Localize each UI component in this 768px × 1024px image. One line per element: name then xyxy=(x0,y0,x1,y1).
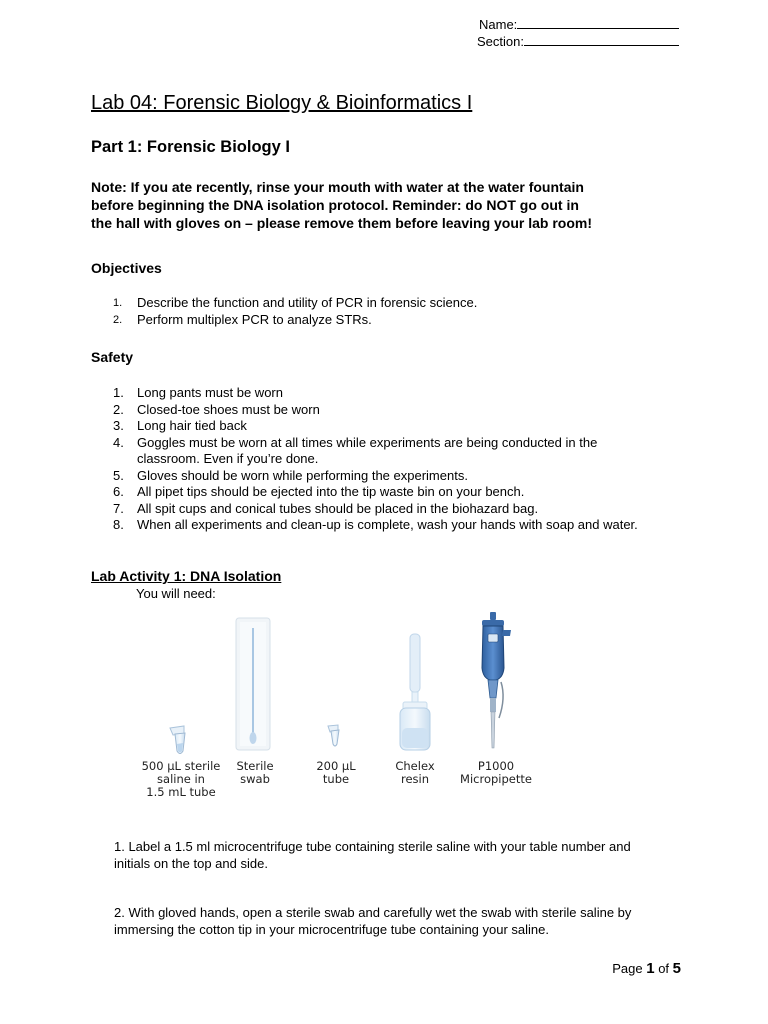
safety-list xyxy=(91,385,638,534)
list-number: 2. xyxy=(113,401,124,417)
section-field xyxy=(477,33,679,50)
current-page: 1 xyxy=(646,960,655,977)
list-text: All pipet tips should be ejected into the tip waste bin on your bench. xyxy=(137,484,525,499)
section-label: Section: xyxy=(477,34,524,49)
list-item xyxy=(91,312,477,329)
protocol-step xyxy=(114,905,684,938)
note-line: before beginning the DNA isolation protocol. Reminder: do NOT go out in xyxy=(91,197,579,213)
activity-heading: Lab Activity 1: DNA Isolation xyxy=(91,568,282,584)
list-item xyxy=(91,517,638,534)
of-word: of xyxy=(658,961,670,976)
part-title: Part 1: Forensic Biology I xyxy=(91,138,290,156)
caption-line: Chelex xyxy=(395,759,435,773)
list-text: All spit cups and conical tubes should be placed in the biohazard bag. xyxy=(137,500,539,516)
pcr-tube-icon xyxy=(328,725,339,746)
list-number: 7. xyxy=(113,500,124,516)
list-number: 4. xyxy=(113,434,124,450)
step-line: 2. With gloved hands, open a sterile swab and carefully wet the swab with sterile saline by xyxy=(114,905,632,920)
objectives-list xyxy=(91,295,477,328)
caption-line: 1.5 mL tube xyxy=(146,785,216,799)
list-item xyxy=(91,295,477,312)
safety-note xyxy=(91,178,651,232)
list-text: Goggles must be worn at all times while experiments are being conducted in the xyxy=(137,434,598,450)
page-word: Page xyxy=(612,961,643,976)
list-number: 2. xyxy=(113,313,123,326)
list-text: When all experiments and clean-up is complete, wash your hands with soap and water. xyxy=(137,517,638,532)
safety-heading: Safety xyxy=(91,349,134,365)
caption-line: Sterile xyxy=(236,759,274,773)
list-item xyxy=(91,468,638,485)
sterile-swab-icon xyxy=(236,618,270,750)
step-line: initials on the top and side. xyxy=(114,855,268,871)
list-number: 5. xyxy=(113,467,124,483)
material-caption xyxy=(228,760,282,786)
list-number: 6. xyxy=(113,484,124,499)
step-line: immersing the cotton tip in your microcentrifuge tube containing your saline. xyxy=(114,921,549,937)
note-line: Note: If you ate recently, rinse your mouth with water at the water fountain xyxy=(91,179,584,195)
list-text: Describe the function and utility of PCR in forensic science. xyxy=(137,295,478,310)
caption-line: saline in xyxy=(157,772,205,786)
list-number: 8. xyxy=(113,517,124,532)
list-text: Long pants must be worn xyxy=(137,385,283,400)
step-line: 1. Label a 1.5 ml microcentrifuge tube containing sterile saline with your table number and xyxy=(114,839,631,854)
micropipette-icon xyxy=(482,612,511,748)
microcentrifuge-tube-icon xyxy=(170,726,185,754)
material-caption xyxy=(386,760,444,786)
material-caption xyxy=(140,760,222,799)
material-caption xyxy=(458,760,534,786)
list-item xyxy=(91,402,638,419)
page-title: Lab 04: Forensic Biology & Bioinformatics I xyxy=(91,92,473,114)
objectives-heading: Objectives xyxy=(91,260,162,276)
list-number: 3. xyxy=(113,418,124,433)
list-text: Closed-toe shoes must be worn xyxy=(137,401,320,417)
list-number: 1. xyxy=(113,297,123,309)
materials-illustration xyxy=(140,608,540,758)
list-item xyxy=(91,435,638,468)
name-field xyxy=(479,16,679,33)
name-blank-line xyxy=(517,16,679,29)
section-blank-line xyxy=(524,33,679,46)
caption-line: swab xyxy=(240,772,270,786)
list-text: Perform multiplex PCR to analyze STRs. xyxy=(137,311,372,327)
list-text: Gloves should be worn while performing the experiments. xyxy=(137,467,468,483)
you-will-need-label: You will need: xyxy=(136,586,216,601)
page-number xyxy=(612,960,681,977)
caption-line: P1000 xyxy=(477,759,515,773)
name-label: Name: xyxy=(479,17,518,32)
caption-line: Micropipette xyxy=(460,772,532,786)
total-pages: 5 xyxy=(672,960,681,977)
protocol-step xyxy=(114,839,684,872)
list-text-continued: classroom. Even if you’re done. xyxy=(137,451,319,466)
list-item xyxy=(91,385,638,402)
list-item xyxy=(91,501,638,518)
chelex-resin-icon xyxy=(400,634,430,750)
caption-line: tube xyxy=(322,772,350,786)
caption-line: 200 µL xyxy=(316,759,356,773)
list-text: Long hair tied back xyxy=(137,418,247,433)
note-line: the hall with gloves on – please remove them before leaving your lab room! xyxy=(91,215,593,231)
list-item xyxy=(91,418,638,435)
list-item xyxy=(91,484,638,501)
caption-line: resin xyxy=(400,772,430,786)
caption-line: 500 µL sterile xyxy=(141,759,221,773)
material-caption xyxy=(306,760,366,786)
list-number: 1. xyxy=(113,385,124,400)
